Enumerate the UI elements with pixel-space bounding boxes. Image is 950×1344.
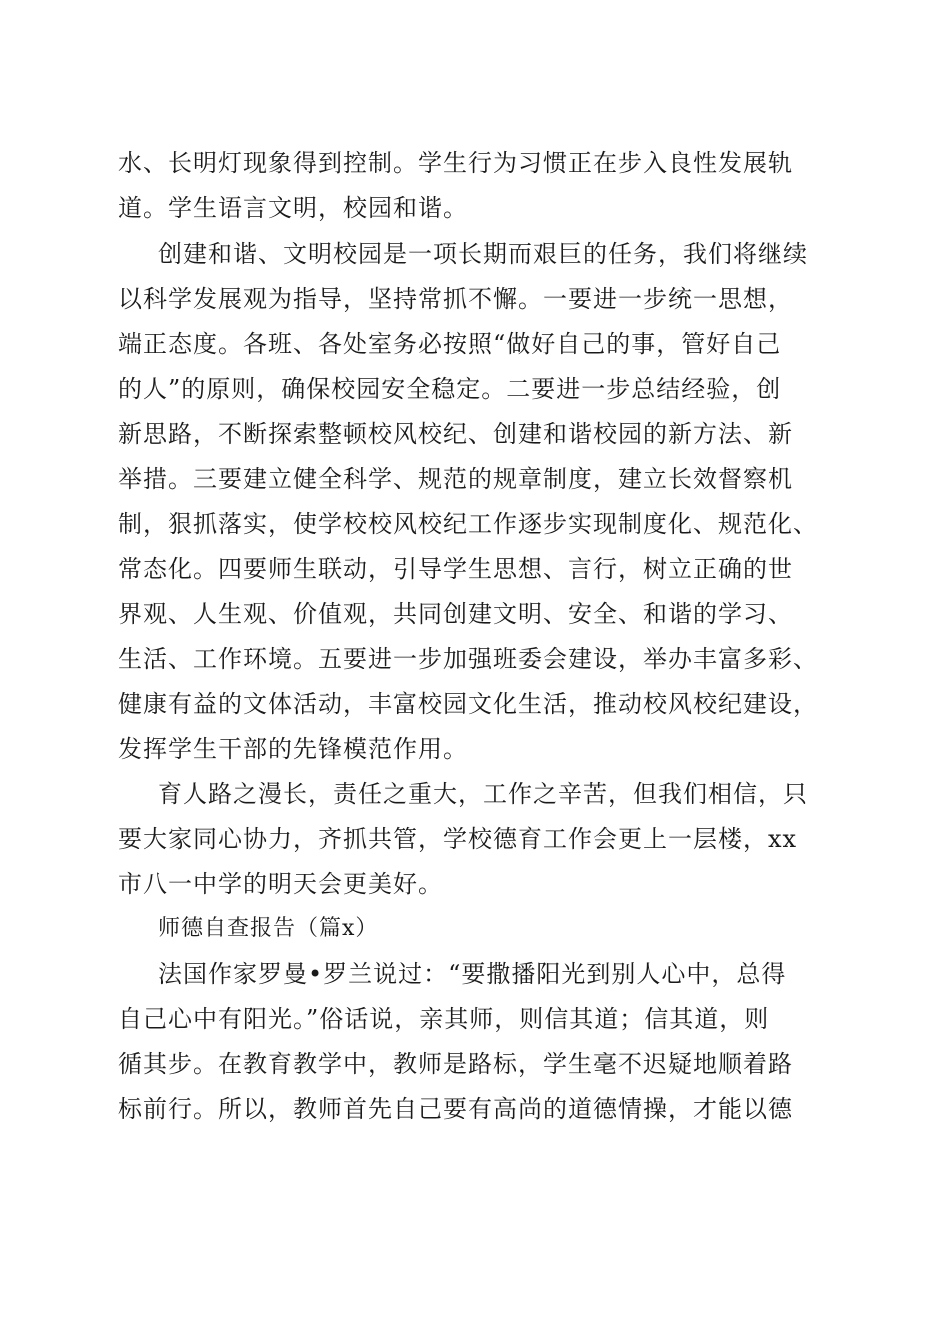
paragraph-2-line-4: 的人”的原则，确保校园安全稳定。二要进一步总结经验，创 — [118, 375, 782, 403]
paragraph-2-line-2: 以科学发展观为指导，坚持常抓不懈。一要进一步统一思想， — [118, 285, 793, 313]
paragraph-2-line-3: 端正态度。各班、各处室务必按照“做好自己的事，管好自己 — [118, 330, 782, 358]
paragraph-2-line-12: 发挥学生干部的先锋模范作用。 — [118, 735, 468, 763]
paragraph-3-line-3: 市八一中学的明天会更美好。 — [118, 870, 443, 898]
paragraph-2-line-10: 生活、工作环境。五要进一步加强班委会建设，举办丰富多彩、 — [118, 645, 818, 673]
paragraph-2-line-1: 创建和谐、文明校园是一项长期而艰巨的任务，我们将继续 — [158, 240, 808, 268]
paragraph-4-line-3: 循其步。在教育教学中，教师是路标，学生毫不迟疑地顺着路 — [118, 1050, 793, 1078]
section-heading: 师德自查报告（篇x） — [158, 916, 379, 941]
paragraph-2-line-5: 新思路，不断探索整顿校风校纪、创建和谐校园的新方法、新 — [118, 420, 793, 448]
paragraph-3-line-2: 要大家同心协力，齐抓共管，学校德育工作会更上一层楼，xx — [118, 825, 798, 853]
paragraph-1-line-2: 道。学生语言文明，校园和谐。 — [118, 194, 468, 222]
paragraph-2-line-6: 举措。三要建立健全科学、规范的规章制度，建立长效督察机 — [118, 465, 793, 493]
paragraph-2-line-11: 健康有益的文体活动，丰富校园文化生活，推动校风校纪建设， — [118, 690, 818, 718]
paragraph-2-line-7: 制，狠抓落实，使学校校风校纪工作逐步实现制度化、规范化、 — [118, 510, 818, 538]
paragraph-4-line-4: 标前行。所以，教师首先自己要有高尚的道德情操，才能以德 — [118, 1095, 793, 1123]
paragraph-2-line-8: 常态化。四要师生联动，引导学生思想、言行，树立正确的世 — [118, 555, 793, 583]
paragraph-2-line-9: 界观、人生观、价值观，共同创建文明、安全、和谐的学习、 — [118, 600, 793, 628]
paragraph-4-line-2: 自己心中有阳光。”俗话说，亲其师，则信其道；信其道，则 — [118, 1005, 770, 1033]
paragraph-1-line-1: 水、长明灯现象得到控制。学生行为习惯正在步入良性发展轨 — [118, 149, 793, 177]
paragraph-3-line-1: 育人路之漫长，责任之重大，工作之辛苦，但我们相信，只 — [158, 780, 808, 808]
paragraph-4-line-1: 法国作家罗曼•罗兰说过：“要撒播阳光到别人心中，总得 — [158, 960, 787, 988]
